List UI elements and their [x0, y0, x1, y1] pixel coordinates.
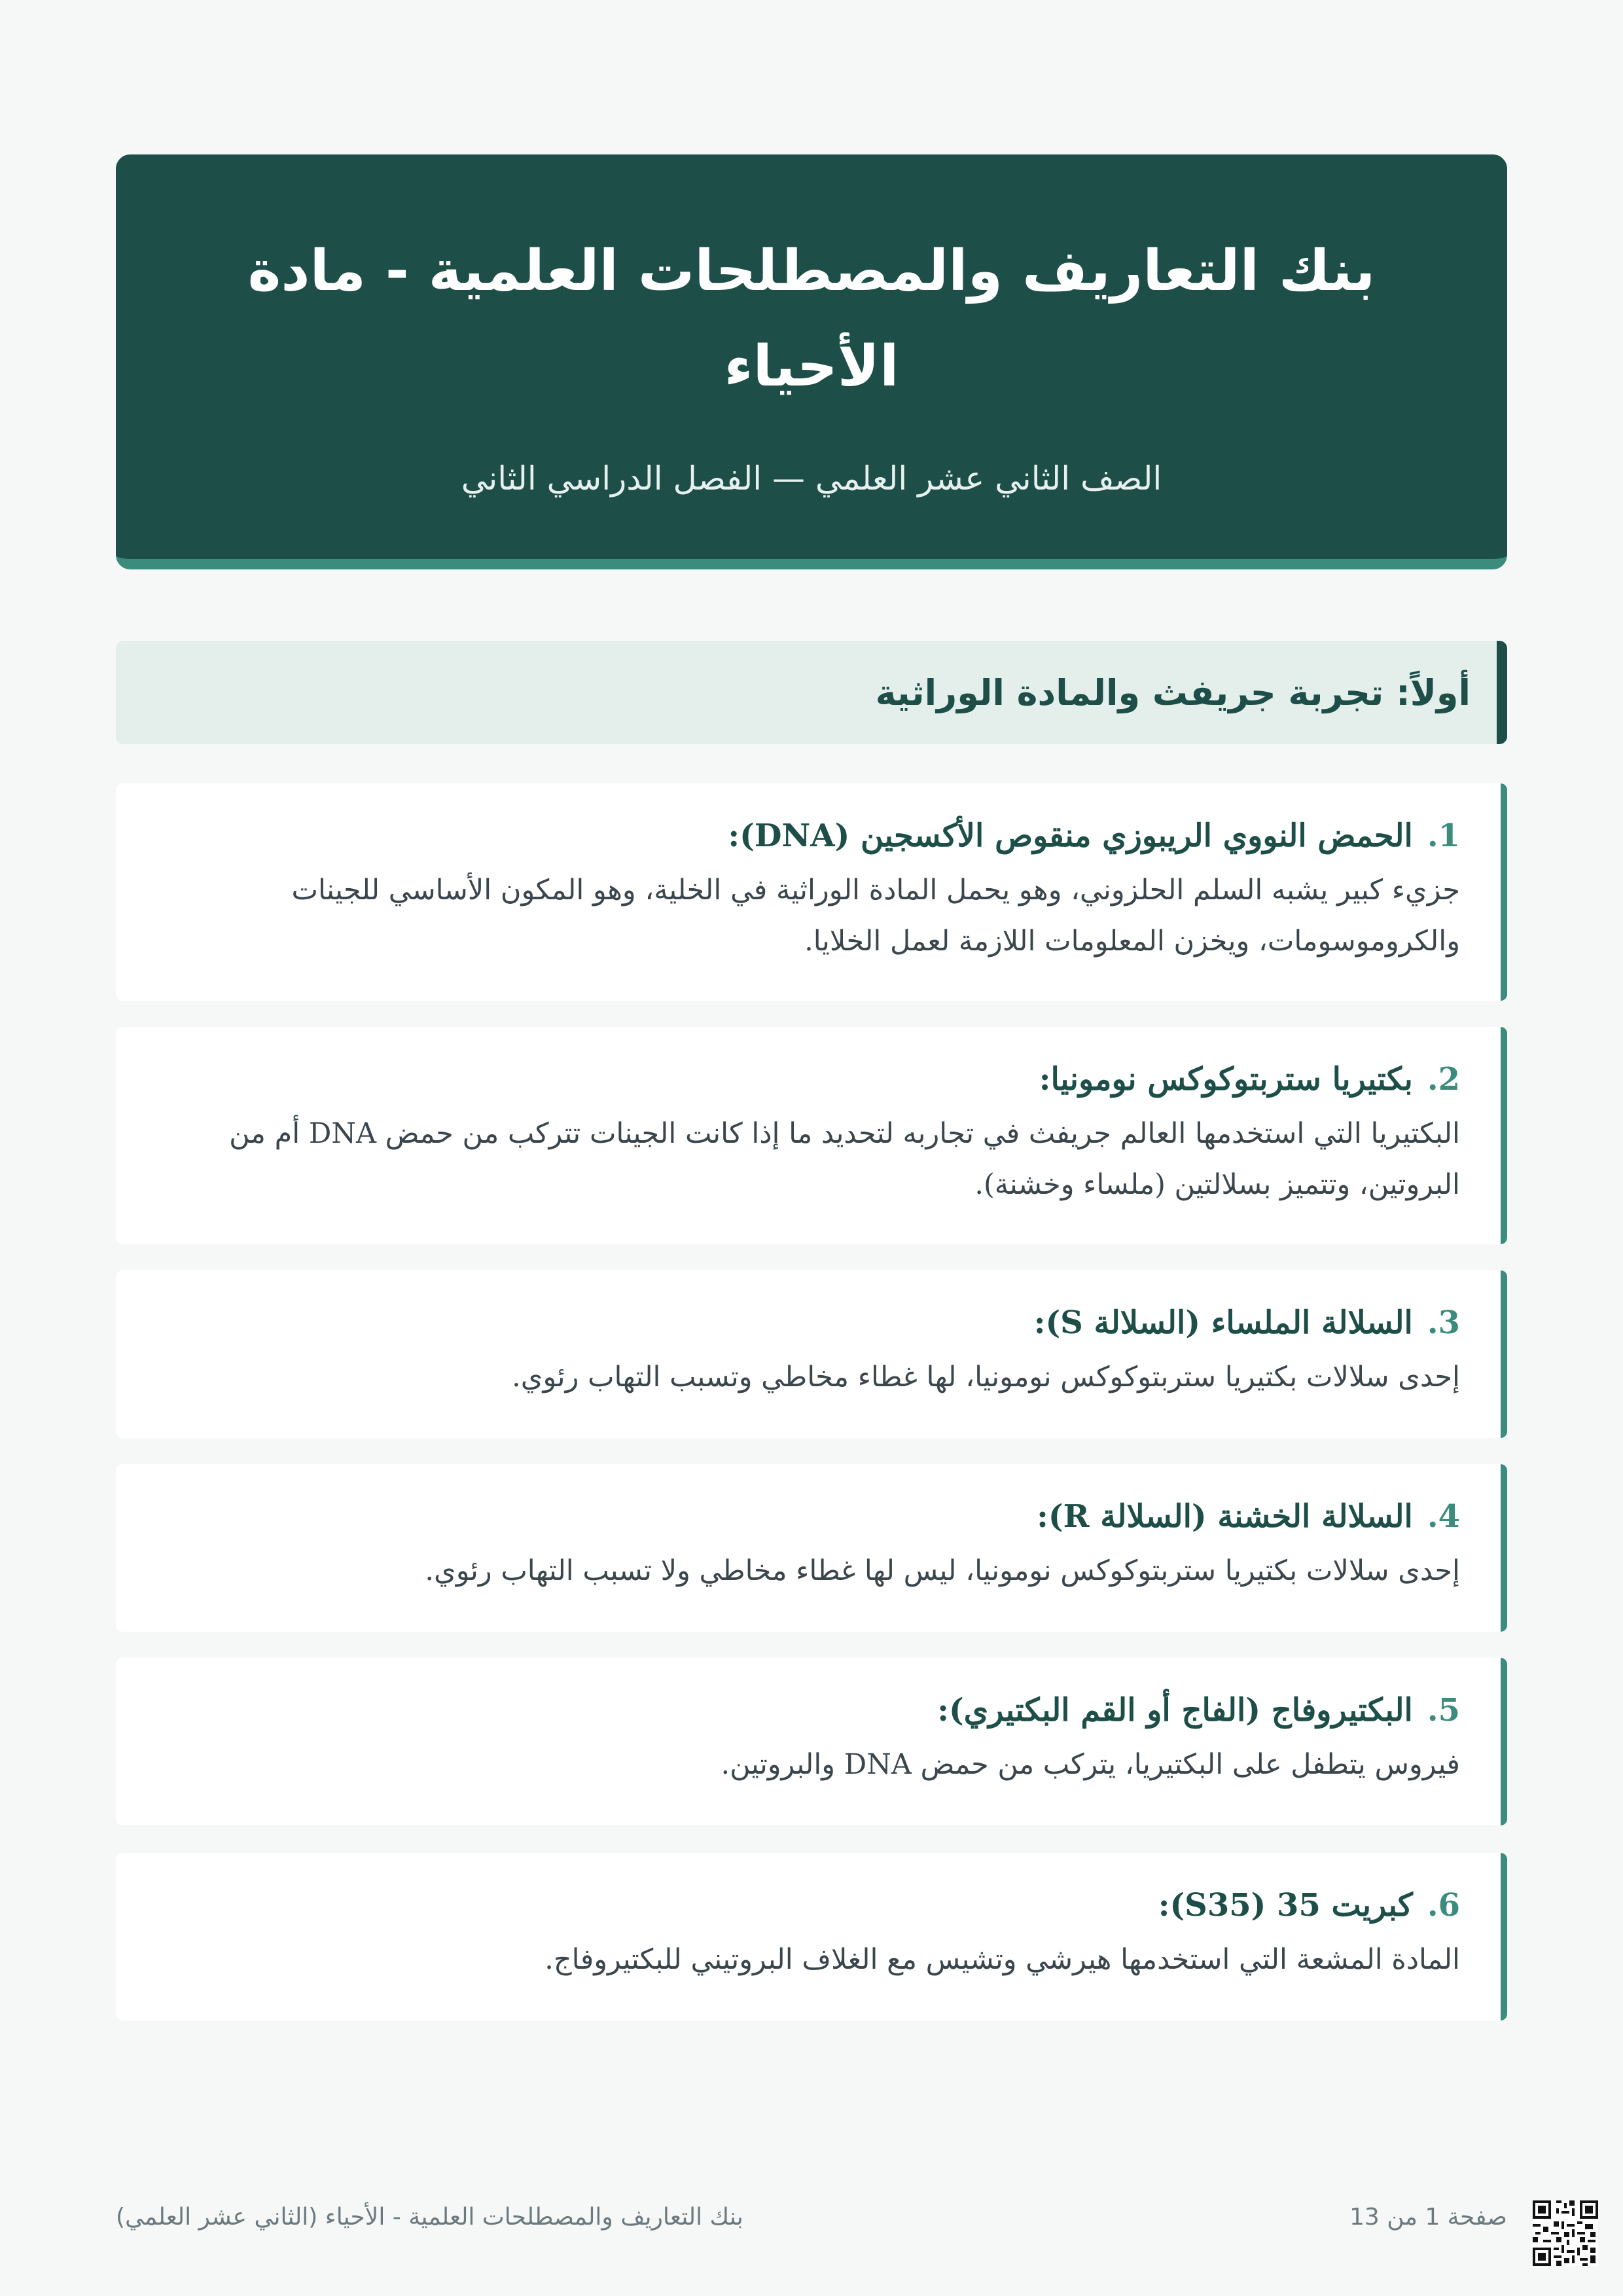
- term-number: 3.: [1427, 1304, 1460, 1341]
- term-card-1: [116, 783, 1507, 1001]
- term-heading: [152, 816, 1460, 855]
- term-card-6: [116, 1853, 1507, 2020]
- term-heading: [152, 1691, 1460, 1730]
- term-card-4: [116, 1464, 1507, 1632]
- term-definition: فيروس يتطفل على البكتيريا، يتركب من حمض DNA والبروتين.: [721, 1748, 1460, 1781]
- term-card-2: [116, 1027, 1507, 1244]
- term-definition: جزيء كبير يشبه السلم الحلزوني، وهو يحمل المادة الوراثية في الخلية، وهو المكون الأساسي للجينات والكروموسومات، ويخزن المعلومات اللازمة لعمل الخلايا.: [291, 874, 1460, 958]
- term-number: 5.: [1427, 1692, 1460, 1729]
- term-definition: إحدى سلالات بكتيريا ستربتوكوكس نومونيا، ليس لها غطاء مخاطي ولا تسبب التهاب رئوي.: [425, 1554, 1460, 1587]
- term-definition: إحدى سلالات بكتيريا ستربتوكوكس نومونيا، لها غطاء مخاطي وتسبب التهاب رئوي.: [512, 1361, 1460, 1393]
- term-card-3: [116, 1270, 1507, 1438]
- term-title: البكتيروفاج (الفاج أو القم البكتيري):: [937, 1692, 1413, 1729]
- term-number: 1.: [1427, 817, 1460, 854]
- term-title: السلالة الملساء (السلالة S):: [1033, 1304, 1413, 1341]
- term-definition: البكتيريا التي استخدمها العالم جريفث في تجاربه لتحديد ما إذا كانت الجينات تتركب من حمض DNA أم من البروتين، وتتميز بسلالتين (ملساء وخشنة).: [229, 1117, 1460, 1201]
- term-heading: [152, 1886, 1460, 1925]
- term-number: 2.: [1427, 1061, 1460, 1098]
- term-title: كبريت 35 (S35):: [1158, 1887, 1413, 1924]
- page-title: بنك التعاريف والمصطلحات العلمية - مادة الأحياء: [247, 238, 1376, 399]
- section-title: أولاً: تجربة جريفث والمادة الوراثية: [875, 672, 1471, 713]
- section-header: [116, 641, 1507, 744]
- term-heading: [152, 1060, 1460, 1099]
- term-title: الحمض النووي الريبوزي منقوص الأكسجين (DNA):: [728, 817, 1413, 854]
- term-number: 4.: [1427, 1498, 1460, 1535]
- page-footer: [116, 2198, 1507, 2237]
- qr-code-icon: [1533, 2200, 1598, 2266]
- term-definition: المادة المشعة التي استخدمها هيرشي وتشيس مع الغلاف البروتيني للبكتيروفاج.: [544, 1943, 1460, 1976]
- term-card-5: [116, 1658, 1507, 1825]
- term-number: 6.: [1427, 1887, 1460, 1924]
- page: [116, 0, 1507, 2296]
- page-number: صفحة 1 من 13: [1349, 2204, 1507, 2231]
- term-heading: [152, 1303, 1460, 1342]
- term-heading: [152, 1497, 1460, 1536]
- header-banner: [116, 154, 1507, 569]
- term-title: بكتيريا ستربتوكوكس نومونيا:: [1039, 1061, 1413, 1098]
- term-title: السلالة الخشنة (السلالة R):: [1037, 1498, 1413, 1535]
- page-subtitle: الصف الثاني عشر العلمي — الفصل الدراسي الثاني: [461, 459, 1162, 497]
- footer-document-title: بنك التعاريف والمصطلحات العلمية - الأحياء (الثاني عشر العلمي): [116, 2204, 743, 2231]
